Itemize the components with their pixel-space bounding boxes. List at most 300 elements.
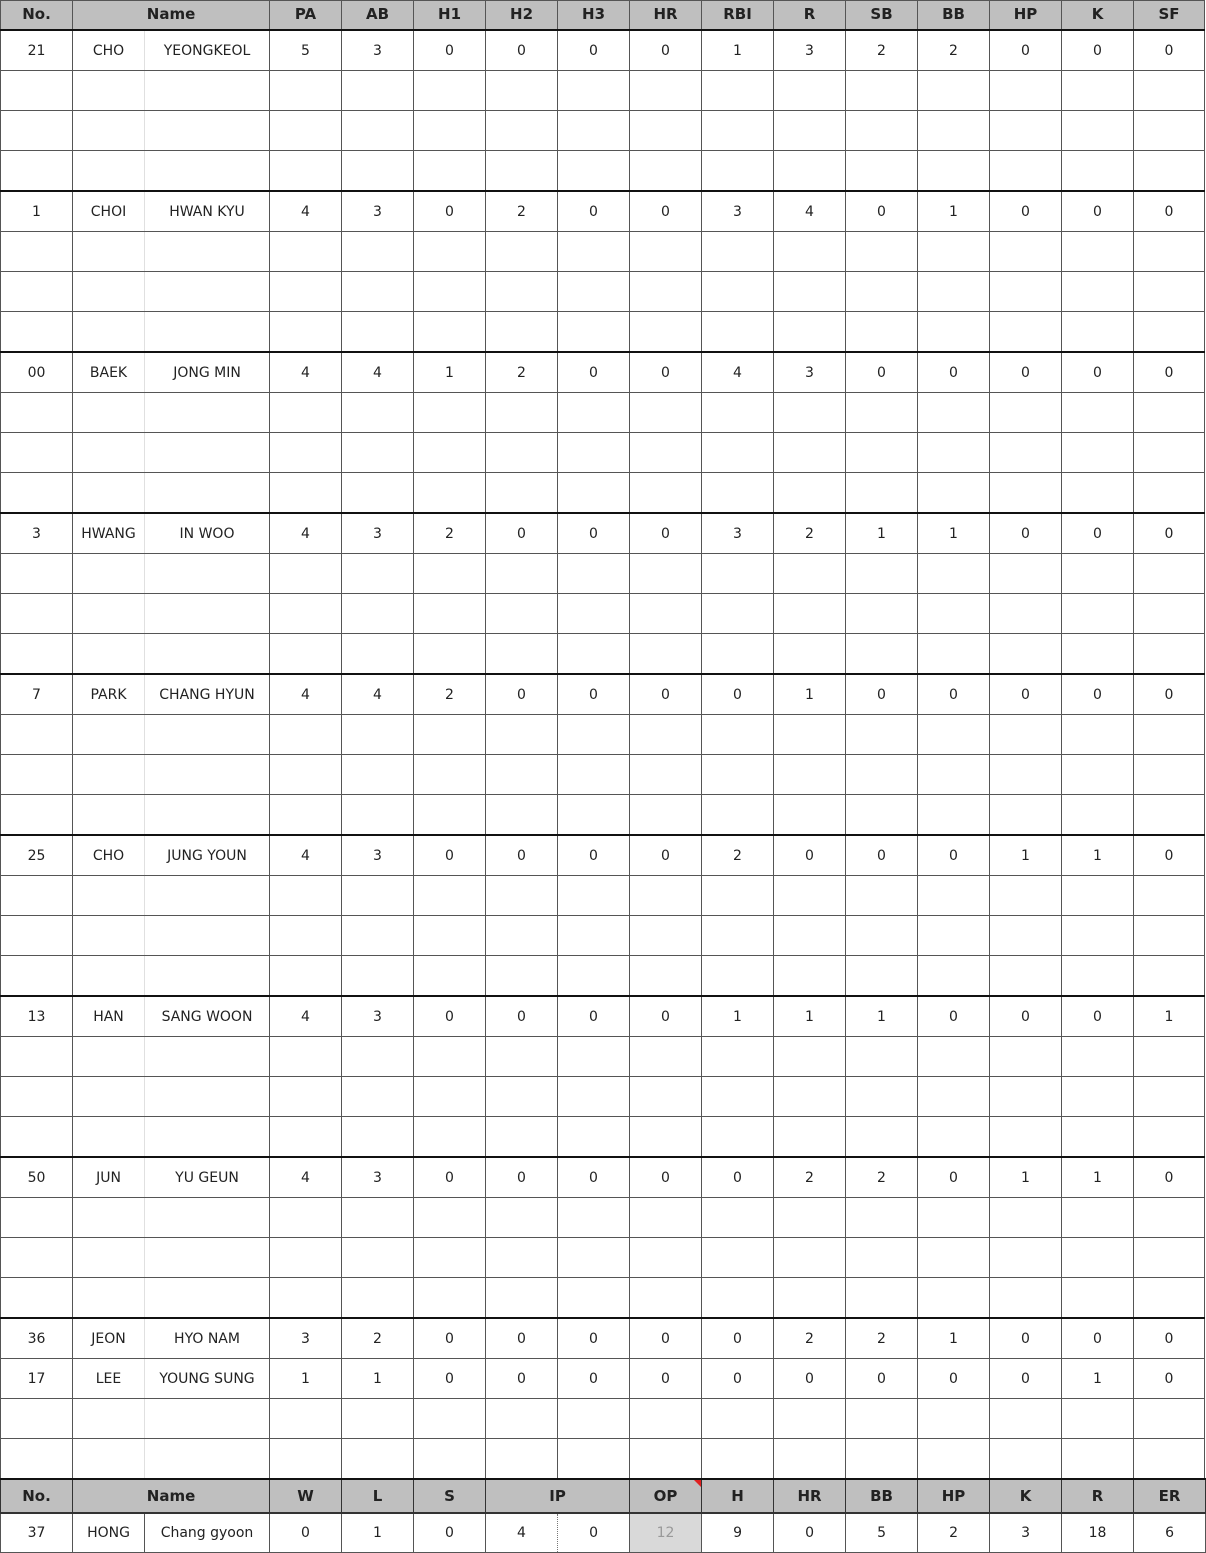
empty-cell[interactable] [774,1077,846,1117]
cell-hr[interactable]: 0 [630,30,702,71]
cell-sf[interactable]: 0 [1134,191,1205,232]
empty-cell[interactable] [486,715,558,755]
empty-cell[interactable] [846,795,918,836]
empty-cell[interactable] [342,1399,414,1439]
empty-cell[interactable] [702,1399,774,1439]
empty-cell[interactable] [918,1077,990,1117]
empty-cell[interactable] [846,433,918,473]
empty-cell[interactable] [846,956,918,997]
empty-cell[interactable] [918,1278,990,1319]
empty-cell[interactable] [1134,1198,1205,1238]
empty-cell[interactable] [630,1077,702,1117]
empty-cell[interactable] [846,312,918,353]
empty-cell[interactable] [1134,1278,1205,1319]
cell-sf[interactable]: 0 [1134,30,1205,71]
cell-sb[interactable]: 0 [846,674,918,715]
cell-last-name[interactable]: JUN [73,1157,145,1198]
cell-hr[interactable]: 0 [630,1157,702,1198]
empty-cell[interactable] [414,634,486,675]
empty-cell[interactable] [702,232,774,272]
empty-cell[interactable] [990,473,1062,514]
cell-hp[interactable]: 0 [990,352,1062,393]
empty-cell[interactable] [630,1117,702,1158]
cell-h1[interactable]: 0 [414,1359,486,1399]
empty-cell[interactable] [270,272,342,312]
empty-cell[interactable] [270,433,342,473]
empty-cell[interactable] [145,634,270,675]
cell-ip-innings[interactable]: 4 [486,1513,558,1553]
empty-cell[interactable] [270,956,342,997]
cell-s[interactable]: 0 [414,1513,486,1553]
cell-pa[interactable]: 4 [270,352,342,393]
cell-bb[interactable]: 0 [918,996,990,1037]
cell-h2[interactable]: 0 [486,674,558,715]
cell-hr[interactable]: 0 [630,996,702,1037]
empty-cell[interactable] [558,1198,630,1238]
cell-no[interactable]: 1 [1,191,73,232]
cell-last-name[interactable]: HWANG [73,513,145,554]
empty-cell[interactable] [774,956,846,997]
empty-cell[interactable] [702,312,774,353]
empty-cell[interactable] [702,916,774,956]
empty-cell[interactable] [990,272,1062,312]
empty-cell[interactable] [774,1238,846,1278]
empty-cell[interactable] [558,1278,630,1319]
cell-ab[interactable]: 4 [342,674,414,715]
cell-k[interactable]: 0 [1062,1318,1134,1359]
empty-cell[interactable] [486,916,558,956]
empty-cell[interactable] [1,111,73,151]
empty-cell[interactable] [1134,71,1205,111]
cell-ab[interactable]: 3 [342,513,414,554]
empty-cell[interactable] [846,1117,918,1158]
empty-cell[interactable] [990,594,1062,634]
cell-rbi[interactable]: 4 [702,352,774,393]
cell-r[interactable]: 2 [774,513,846,554]
cell-first-name[interactable]: CHANG HYUN [145,674,270,715]
empty-cell[interactable] [990,956,1062,997]
empty-cell[interactable] [73,1198,145,1238]
empty-cell[interactable] [73,232,145,272]
cell-r[interactable]: 1 [774,996,846,1037]
cell-sb[interactable]: 2 [846,30,918,71]
empty-cell[interactable] [1062,916,1134,956]
cell-h3[interactable]: 0 [558,1359,630,1399]
empty-cell[interactable] [1062,473,1134,514]
empty-cell[interactable] [990,111,1062,151]
empty-cell[interactable] [558,876,630,916]
empty-cell[interactable] [1134,755,1205,795]
empty-cell[interactable] [486,151,558,192]
empty-cell[interactable] [558,1077,630,1117]
empty-cell[interactable] [918,755,990,795]
empty-cell[interactable] [342,956,414,997]
cell-pa[interactable]: 4 [270,191,342,232]
cell-h3[interactable]: 0 [558,191,630,232]
cell-h2[interactable]: 0 [486,1359,558,1399]
empty-cell[interactable] [1062,554,1134,594]
cell-h2[interactable]: 2 [486,191,558,232]
empty-cell[interactable] [846,554,918,594]
empty-cell[interactable] [918,715,990,755]
empty-cell[interactable] [342,1117,414,1158]
empty-cell[interactable] [1,393,73,433]
empty-cell[interactable] [846,1077,918,1117]
empty-cell[interactable] [774,272,846,312]
empty-cell[interactable] [918,473,990,514]
empty-cell[interactable] [73,554,145,594]
empty-cell[interactable] [630,151,702,192]
empty-cell[interactable] [73,795,145,836]
empty-cell[interactable] [342,876,414,916]
empty-cell[interactable] [1062,1278,1134,1319]
empty-cell[interactable] [774,594,846,634]
empty-cell[interactable] [990,1117,1062,1158]
empty-cell[interactable] [918,956,990,997]
empty-cell[interactable] [486,111,558,151]
empty-cell[interactable] [918,1399,990,1439]
empty-cell[interactable] [342,755,414,795]
empty-cell[interactable] [702,594,774,634]
cell-no[interactable]: 13 [1,996,73,1037]
cell-r[interactable]: 18 [1062,1513,1134,1553]
cell-sf[interactable]: 1 [1134,996,1205,1037]
empty-cell[interactable] [1134,956,1205,997]
empty-cell[interactable] [1062,1399,1134,1439]
empty-cell[interactable] [558,715,630,755]
empty-cell[interactable] [702,755,774,795]
empty-cell[interactable] [846,151,918,192]
empty-cell[interactable] [990,554,1062,594]
cell-pa[interactable]: 4 [270,1157,342,1198]
cell-ab[interactable]: 3 [342,191,414,232]
empty-cell[interactable] [1134,1117,1205,1158]
cell-r[interactable]: 3 [774,30,846,71]
empty-cell[interactable] [918,1117,990,1158]
empty-cell[interactable] [486,312,558,353]
empty-cell[interactable] [270,111,342,151]
empty-cell[interactable] [990,634,1062,675]
empty-cell[interactable] [73,1077,145,1117]
empty-cell[interactable] [990,1439,1062,1480]
empty-cell[interactable] [270,1037,342,1077]
empty-cell[interactable] [414,1117,486,1158]
cell-hr[interactable]: 0 [630,191,702,232]
empty-cell[interactable] [918,433,990,473]
empty-cell[interactable] [342,473,414,514]
empty-cell[interactable] [1134,393,1205,433]
empty-cell[interactable] [1134,594,1205,634]
cell-k[interactable]: 1 [1062,835,1134,876]
empty-cell[interactable] [414,1238,486,1278]
empty-cell[interactable] [270,393,342,433]
empty-cell[interactable] [414,1278,486,1319]
empty-cell[interactable] [630,232,702,272]
empty-cell[interactable] [145,111,270,151]
empty-cell[interactable] [630,755,702,795]
cell-h1[interactable]: 0 [414,996,486,1037]
empty-cell[interactable] [630,634,702,675]
cell-h2[interactable]: 0 [486,1318,558,1359]
cell-bb[interactable]: 5 [846,1513,918,1553]
empty-cell[interactable] [414,755,486,795]
empty-cell[interactable] [702,795,774,836]
cell-h1[interactable]: 0 [414,1157,486,1198]
empty-cell[interactable] [630,1198,702,1238]
empty-cell[interactable] [1062,111,1134,151]
empty-cell[interactable] [486,1077,558,1117]
empty-cell[interactable] [1062,151,1134,192]
empty-cell[interactable] [1,634,73,675]
empty-cell[interactable] [990,232,1062,272]
empty-cell[interactable] [145,312,270,353]
cell-bb[interactable]: 0 [918,1359,990,1399]
empty-cell[interactable] [342,111,414,151]
empty-cell[interactable] [990,876,1062,916]
empty-cell[interactable] [990,1399,1062,1439]
cell-rbi[interactable]: 1 [702,996,774,1037]
cell-hp[interactable]: 0 [990,513,1062,554]
cell-er[interactable]: 6 [1134,1513,1206,1553]
cell-sf[interactable]: 0 [1134,674,1205,715]
empty-cell[interactable] [73,71,145,111]
empty-cell[interactable] [342,1439,414,1480]
empty-cell[interactable] [990,795,1062,836]
empty-cell[interactable] [342,151,414,192]
empty-cell[interactable] [1062,795,1134,836]
cell-sb[interactable]: 0 [846,1359,918,1399]
cell-rbi[interactable]: 0 [702,674,774,715]
empty-cell[interactable] [270,1077,342,1117]
empty-cell[interactable] [145,1278,270,1319]
empty-cell[interactable] [1134,795,1205,836]
empty-cell[interactable] [1062,1117,1134,1158]
empty-cell[interactable] [73,755,145,795]
empty-cell[interactable] [702,1037,774,1077]
empty-cell[interactable] [145,1077,270,1117]
cell-sb[interactable]: 0 [846,835,918,876]
empty-cell[interactable] [558,1037,630,1077]
empty-cell[interactable] [486,876,558,916]
cell-no[interactable]: 37 [1,1513,73,1553]
empty-cell[interactable] [774,715,846,755]
cell-pa[interactable]: 4 [270,835,342,876]
cell-r[interactable]: 1 [774,674,846,715]
comment-indicator-icon[interactable] [694,1480,701,1487]
empty-cell[interactable] [270,795,342,836]
cell-hp[interactable]: 0 [990,1318,1062,1359]
empty-cell[interactable] [990,1077,1062,1117]
empty-cell[interactable] [414,312,486,353]
cell-h2[interactable]: 0 [486,835,558,876]
empty-cell[interactable] [1062,594,1134,634]
empty-cell[interactable] [414,1198,486,1238]
empty-cell[interactable] [630,433,702,473]
cell-sb[interactable]: 2 [846,1157,918,1198]
empty-cell[interactable] [145,1198,270,1238]
cell-h2[interactable]: 2 [486,352,558,393]
empty-cell[interactable] [73,393,145,433]
cell-k[interactable]: 0 [1062,513,1134,554]
empty-cell[interactable] [73,916,145,956]
cell-k[interactable]: 0 [1062,996,1134,1037]
empty-cell[interactable] [846,1238,918,1278]
empty-cell[interactable] [702,393,774,433]
empty-cell[interactable] [73,433,145,473]
empty-cell[interactable] [558,151,630,192]
empty-cell[interactable] [990,916,1062,956]
empty-cell[interactable] [1,554,73,594]
empty-cell[interactable] [918,1198,990,1238]
empty-cell[interactable] [1134,111,1205,151]
empty-cell[interactable] [846,634,918,675]
empty-cell[interactable] [73,634,145,675]
empty-cell[interactable] [846,272,918,312]
empty-cell[interactable] [846,1037,918,1077]
empty-cell[interactable] [774,232,846,272]
empty-cell[interactable] [145,232,270,272]
empty-cell[interactable] [918,876,990,916]
empty-cell[interactable] [702,956,774,997]
cell-pa[interactable]: 4 [270,674,342,715]
empty-cell[interactable] [990,755,1062,795]
empty-cell[interactable] [990,71,1062,111]
empty-cell[interactable] [342,232,414,272]
empty-cell[interactable] [1062,1077,1134,1117]
cell-hp[interactable]: 0 [990,674,1062,715]
empty-cell[interactable] [73,1399,145,1439]
empty-cell[interactable] [145,554,270,594]
empty-cell[interactable] [342,795,414,836]
empty-cell[interactable] [486,1117,558,1158]
cell-bb[interactable]: 2 [918,30,990,71]
empty-cell[interactable] [702,272,774,312]
empty-cell[interactable] [270,232,342,272]
empty-cell[interactable] [1134,473,1205,514]
empty-cell[interactable] [1062,433,1134,473]
empty-cell[interactable] [73,1278,145,1319]
empty-cell[interactable] [145,433,270,473]
cell-last-name[interactable]: CHOI [73,191,145,232]
cell-last-name[interactable]: JEON [73,1318,145,1359]
cell-ab[interactable]: 3 [342,835,414,876]
cell-hr[interactable]: 0 [630,352,702,393]
cell-last-name[interactable]: HONG [73,1513,145,1553]
empty-cell[interactable] [270,554,342,594]
empty-cell[interactable] [774,876,846,916]
cell-hp[interactable]: 0 [990,996,1062,1037]
cell-first-name[interactable]: IN WOO [145,513,270,554]
empty-cell[interactable] [630,1439,702,1480]
empty-cell[interactable] [414,1399,486,1439]
empty-cell[interactable] [342,634,414,675]
empty-cell[interactable] [846,715,918,755]
empty-cell[interactable] [486,1238,558,1278]
empty-cell[interactable] [846,1439,918,1480]
empty-cell[interactable] [1134,1077,1205,1117]
cell-no[interactable]: 21 [1,30,73,71]
empty-cell[interactable] [558,1238,630,1278]
cell-sb[interactable]: 1 [846,996,918,1037]
empty-cell[interactable] [1,594,73,634]
empty-cell[interactable] [145,272,270,312]
cell-pa[interactable]: 5 [270,30,342,71]
empty-cell[interactable] [145,594,270,634]
empty-cell[interactable] [342,594,414,634]
empty-cell[interactable] [630,111,702,151]
empty-cell[interactable] [1,1117,73,1158]
cell-no[interactable]: 36 [1,1318,73,1359]
empty-cell[interactable] [270,151,342,192]
empty-cell[interactable] [145,755,270,795]
empty-cell[interactable] [774,433,846,473]
empty-cell[interactable] [414,554,486,594]
empty-cell[interactable] [1134,312,1205,353]
empty-cell[interactable] [846,1278,918,1319]
empty-cell[interactable] [1134,1037,1205,1077]
empty-cell[interactable] [702,151,774,192]
empty-cell[interactable] [486,554,558,594]
empty-cell[interactable] [1062,715,1134,755]
empty-cell[interactable] [270,755,342,795]
empty-cell[interactable] [1134,151,1205,192]
empty-cell[interactable] [918,795,990,836]
empty-cell[interactable] [1134,272,1205,312]
empty-cell[interactable] [145,151,270,192]
empty-cell[interactable] [270,594,342,634]
cell-sb[interactable]: 0 [846,191,918,232]
cell-h3[interactable]: 0 [558,352,630,393]
cell-h3[interactable]: 0 [558,1318,630,1359]
empty-cell[interactable] [1,1037,73,1077]
empty-cell[interactable] [414,433,486,473]
empty-cell[interactable] [1062,71,1134,111]
cell-sf[interactable]: 0 [1134,1157,1205,1198]
empty-cell[interactable] [414,715,486,755]
cell-sf[interactable]: 0 [1134,835,1205,876]
cell-last-name[interactable]: CHO [73,30,145,71]
empty-cell[interactable] [990,715,1062,755]
empty-cell[interactable] [558,956,630,997]
cell-r[interactable]: 0 [774,1359,846,1399]
empty-cell[interactable] [774,634,846,675]
empty-cell[interactable] [145,876,270,916]
cell-ip-outs[interactable]: 0 [558,1513,630,1553]
cell-hr[interactable]: 0 [630,513,702,554]
empty-cell[interactable] [1134,916,1205,956]
empty-cell[interactable] [414,232,486,272]
empty-cell[interactable] [702,1198,774,1238]
empty-cell[interactable] [630,1037,702,1077]
empty-cell[interactable] [270,1238,342,1278]
empty-cell[interactable] [73,1037,145,1077]
empty-cell[interactable] [558,1117,630,1158]
cell-h3[interactable]: 0 [558,513,630,554]
empty-cell[interactable] [702,473,774,514]
empty-cell[interactable] [1062,634,1134,675]
cell-first-name[interactable]: YEONGKEOL [145,30,270,71]
cell-no[interactable]: 50 [1,1157,73,1198]
empty-cell[interactable] [630,715,702,755]
empty-cell[interactable] [702,433,774,473]
cell-h3[interactable]: 0 [558,674,630,715]
empty-cell[interactable] [918,634,990,675]
empty-cell[interactable] [414,956,486,997]
cell-r[interactable]: 4 [774,191,846,232]
empty-cell[interactable] [918,916,990,956]
empty-cell[interactable] [145,795,270,836]
empty-cell[interactable] [342,1037,414,1077]
